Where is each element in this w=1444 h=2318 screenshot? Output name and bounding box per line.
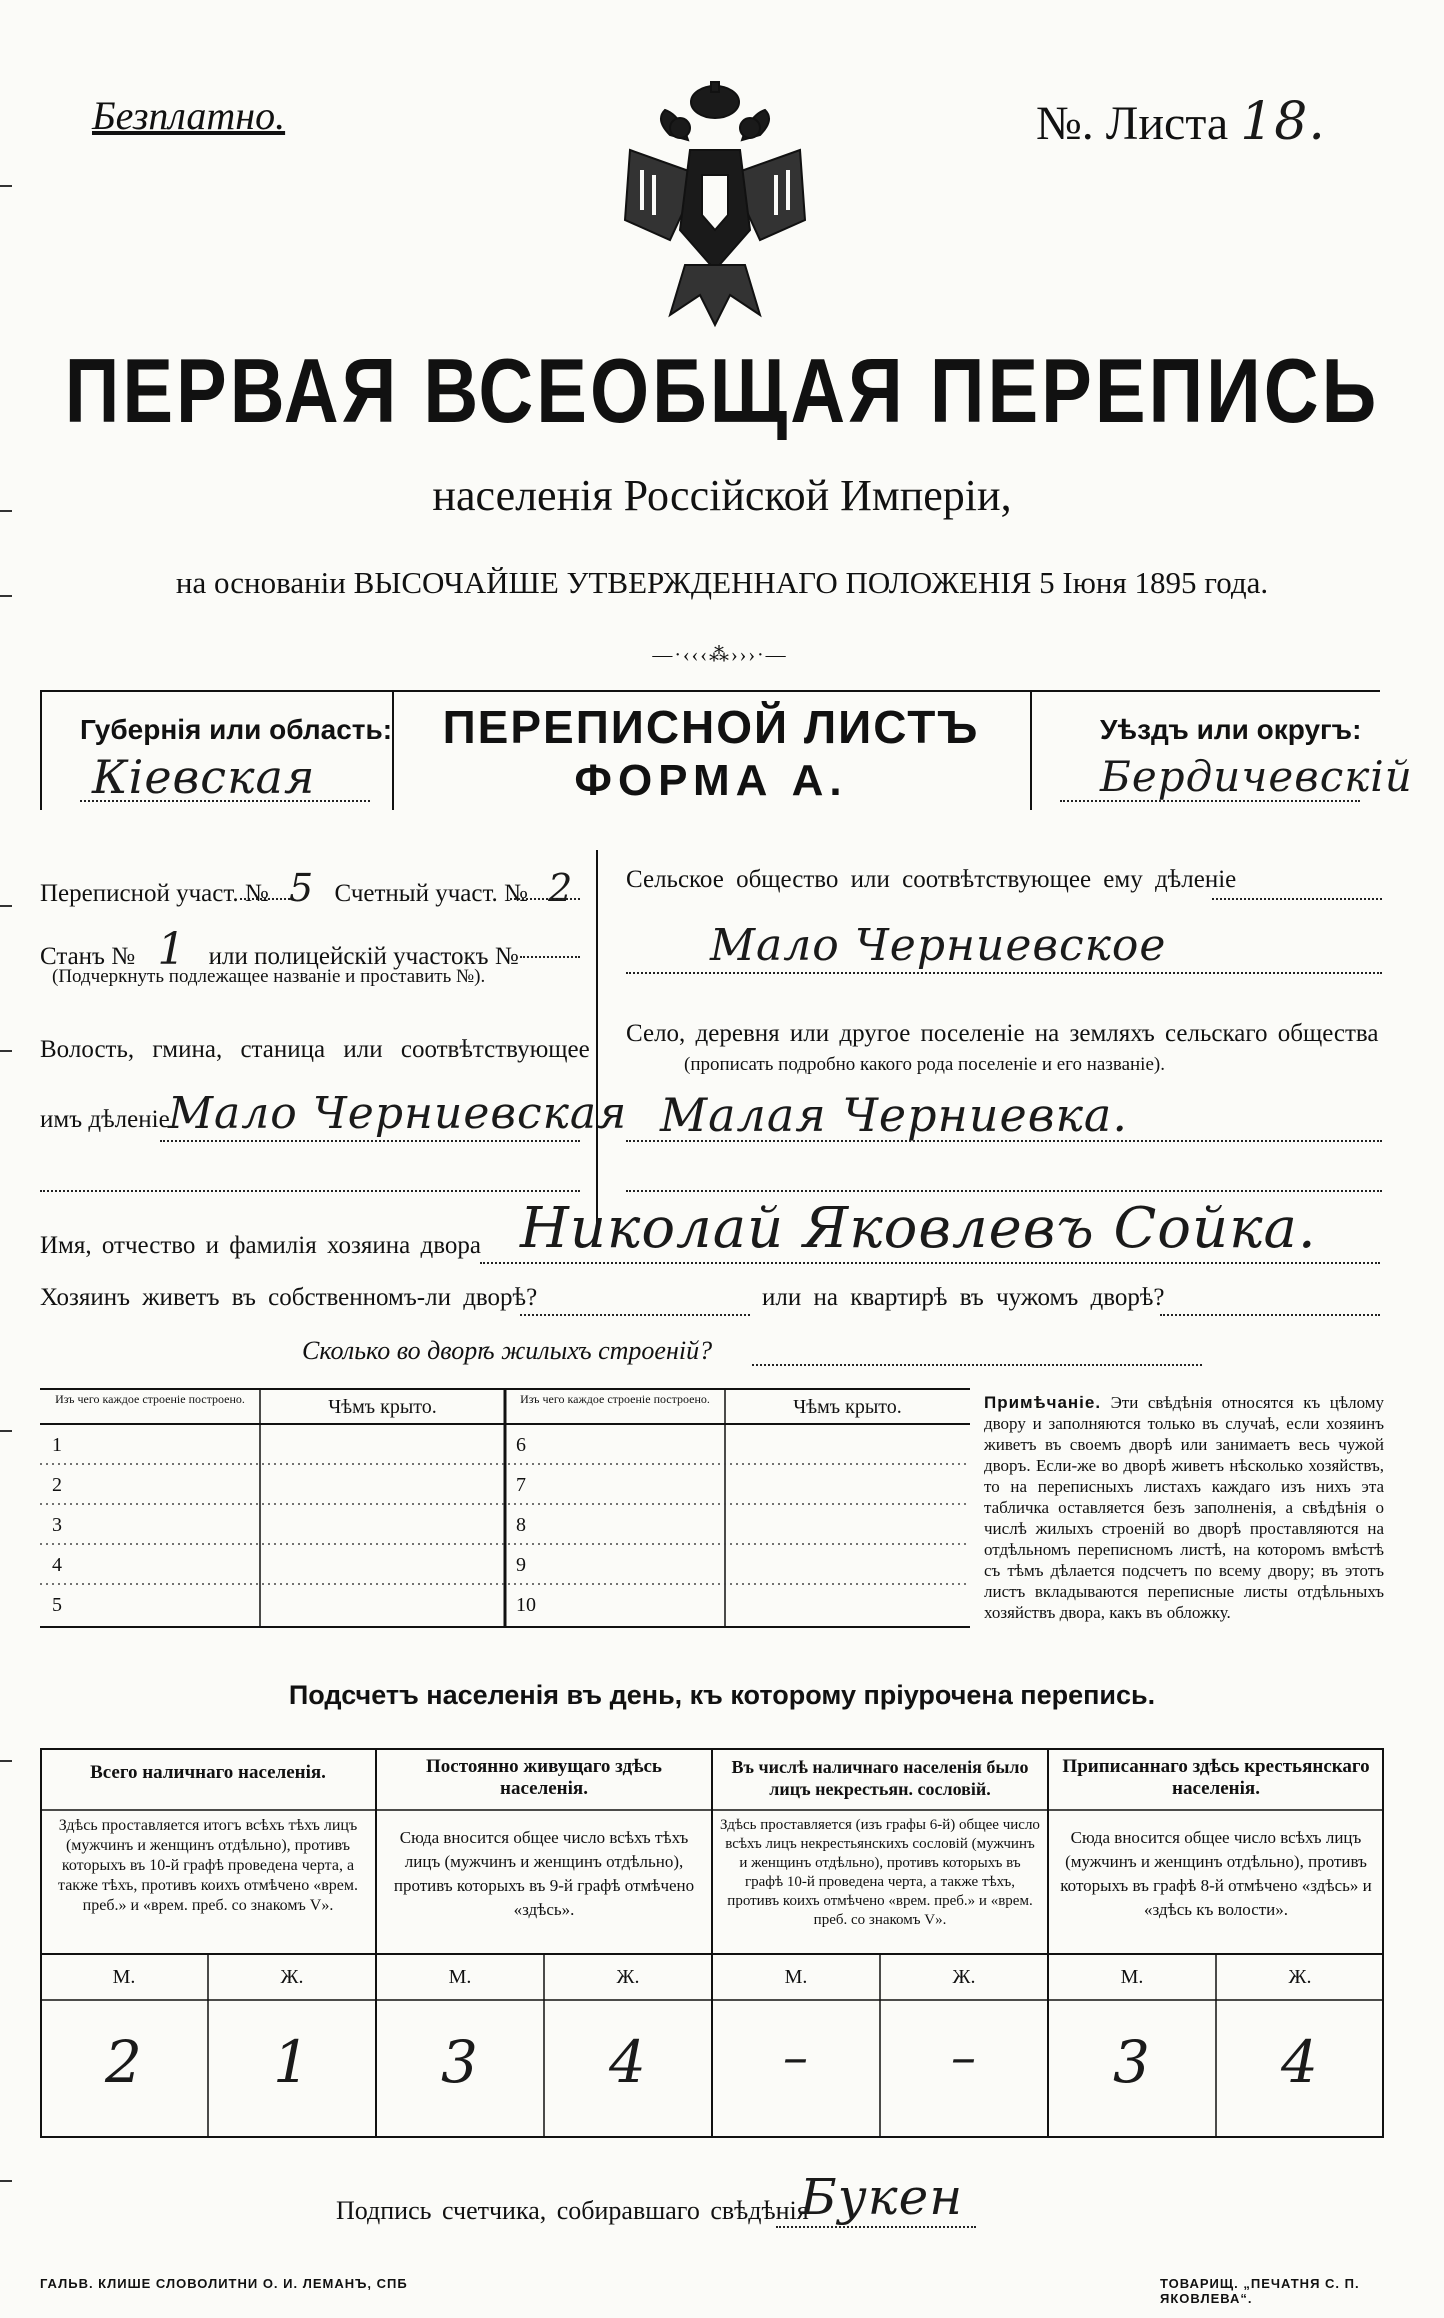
basis-line: на основаніи ВЫСОЧАЙШЕ УТВЕРЖДЕННАГО ПОЛОЖЕНІЯ 5 Іюня 1895 года.	[175, 565, 1269, 600]
m-label: М.	[784, 1966, 808, 1988]
sheet-number	[1036, 92, 1326, 152]
pop-desc-noncrest: Здѣсь проставляется (изъ графы 6-й) общее число всѣхъ лицъ некрестьянскихъ сословій (мужчинъ и женщинъ отдѣльно), противъ которыхъ въ графѣ 10-й проведена черта, а также тѣхъ, противъ коихъ отмѣчено «врем. преб.» и «врем. преб. со знакомъ V».	[720, 1817, 1040, 1928]
pop-header-permanent: Постоянно живущаго здѣсь населенія.	[426, 1756, 662, 1799]
stan-value: 1	[157, 924, 187, 975]
own-yard-label: Хозяинъ живетъ въ собственномъ-ли дворѣ?	[40, 1284, 538, 1311]
permanent-male-value: 3	[441, 2028, 479, 2096]
sheet-title: ПЕРЕПИСНОЙ ЛИСТЪ	[442, 701, 980, 753]
f-label: Ж.	[616, 1966, 640, 1988]
buildings-label: Сколько во дворѣ жилыхъ строеній?	[302, 1336, 713, 1365]
note-title: Примѣчаніе.	[984, 1393, 1102, 1412]
volost-label-2: имъ дѣленіе	[40, 1106, 170, 1133]
m-label: М.	[112, 1966, 136, 1988]
rented-label: или на квартирѣ въ чужомъ дворѣ?	[762, 1284, 1165, 1311]
row-number: 3	[52, 1514, 62, 1536]
row-number: 7	[516, 1474, 526, 1496]
society-value: Мало Черниевское	[710, 920, 1167, 971]
buildings-note	[984, 1392, 1384, 1623]
buildings-table	[40, 1388, 970, 1628]
stan-label: Станъ №	[40, 943, 136, 970]
material-header-left: Изъ чего каждое строеніе построено.	[55, 1392, 245, 1406]
row-number: 2	[52, 1474, 62, 1496]
f-label: Ж.	[952, 1966, 976, 1988]
material-header-right: Изъ чего каждое строеніе построено.	[520, 1392, 710, 1406]
noncrest-female-value: –	[951, 2028, 977, 2086]
population-title: Подсчетъ населенія въ день, къ которому пріурочена перепись.	[288, 1680, 1156, 1710]
owner-name-value: Николай Яковлевъ Сойка.	[520, 1196, 1317, 1261]
printer-right: ТОВАРИЩ. „ПЕЧАТНЯ С. П. ЯКОВЛЕВА“.	[1160, 2276, 1360, 2306]
police-label: или полицейскій участокъ №	[208, 943, 519, 970]
row-number: 10	[516, 1594, 536, 1616]
pop-desc-registered: Сюда вносится общее число всѣхъ лицъ (мужчинъ и женщинъ отдѣльно), противъ которыхъ въ графѣ 8-й отмѣчено «здѣсь» и «здѣсь къ волости».	[1060, 1828, 1372, 1919]
row-number: 5	[52, 1594, 62, 1616]
pop-header-total: Всего наличнаго населенія.	[90, 1762, 326, 1783]
note-text: Эти свѣдѣнія относятся къ цѣлому двору и заполняются только въ случаѣ, если хозяинъ живетъ въ своемъ дворѣ или занимаетъ весь чужой дворъ. Если-же во дворѣ живетъ нѣсколько хозяйствъ, то на переписныхъ листахъ каждаго изъ нихъ эта табличка оставляется безъ заполненія, а свѣдѣнія о числѣ жилыхъ строеній во дворѣ проставляются на отдѣльномъ переписномъ листѣ, на которомъ вмѣстѣ съ тѣмъ дѣлается подсчетъ по всему двору; въ этотъ листъ вкладываются переписные листы отдѣльныхъ хозяйствъ двора, какъ въ обложку.	[984, 1393, 1385, 1622]
volost-label: Волость, гмина, станица или соотвѣтствующее	[40, 1036, 590, 1063]
printer-left: ГАЛЬВ. КЛИШЕ СЛОВОЛИТНИ О. И. ЛЕМАНЪ, СПБ	[40, 2276, 408, 2291]
pop-header-registered: Приписаннаго здѣсь крестьянскаго населенія.	[1062, 1756, 1370, 1799]
f-label: Ж.	[1288, 1966, 1312, 1988]
permanent-female-value: 4	[609, 2028, 647, 2096]
signature-label: Подпись счетчика, собиравшаго свѣдѣнія	[336, 2196, 809, 2225]
owner-name-label: Имя, отчество и фамилія хозяина двора	[40, 1232, 481, 1259]
total-male-value: 2	[105, 2028, 143, 2096]
roof-header-right: Чѣмъ крыто.	[793, 1396, 902, 1418]
ornament-divider: —·‹‹‹⁂›››·—	[652, 644, 788, 666]
roof-header-left: Чѣмъ крыто.	[328, 1396, 437, 1418]
registered-male-value: 3	[1113, 2028, 1151, 2096]
registered-female-value: 4	[1281, 2028, 1319, 2096]
gubernia-value: Кіевская	[92, 750, 316, 804]
counter-signature: Букен	[800, 2168, 964, 2226]
uezd-label: Уѣздъ или округъ:	[1100, 714, 1362, 745]
m-label: М.	[448, 1966, 472, 1988]
census-area-label: Переписной участ. №	[40, 880, 269, 907]
society-label: Сельское общество или соотвѣтствующее ему дѣленіе	[626, 866, 1237, 893]
census-area-value: 5	[289, 866, 315, 910]
count-area-label: Счетный участ. №	[334, 880, 528, 907]
gubernia-label: Губернія или область:	[80, 714, 393, 745]
row-number: 1	[52, 1434, 62, 1456]
total-female-value: 1	[273, 2028, 311, 2096]
village-label: Село, деревня или другое поселеніе на земляхъ сельскаго общества	[626, 1020, 1379, 1047]
underline-note: (Подчеркнуть подлежащее названіе и проставить №).	[52, 966, 486, 987]
f-label: Ж.	[280, 1966, 304, 1988]
free-label: Безплатно.	[92, 93, 286, 138]
sheet-number-label: №. Листа	[1036, 97, 1229, 150]
noncrest-male-value: –	[783, 2028, 809, 2086]
census-area-field	[40, 866, 587, 910]
pop-desc-total: Здѣсь проставляется итогъ всѣхъ тѣхъ лицъ (мужчинъ и женщинъ отдѣльно), противъ которыхъ въ 10-й графѣ проведена черта, а также тѣхъ, противъ коихъ отмѣчено «врем. преб.» и «врем. преб. со знакомъ V».	[58, 1817, 358, 1914]
m-label: М.	[1120, 1966, 1144, 1988]
row-number: 6	[516, 1434, 526, 1456]
population-table	[40, 1748, 1384, 2138]
pop-header-noncrest: Въ числѣ наличнаго населенія было лицъ некрестьян. сословій.	[731, 1757, 1029, 1799]
village-note: (прописать подробно какого рода поселеніе и его названіе).	[684, 1054, 1165, 1075]
volost-value: Мало Черниевская	[168, 1088, 628, 1139]
count-area-value: 2	[548, 866, 574, 910]
row-number: 9	[516, 1554, 526, 1576]
row-number: 4	[52, 1554, 62, 1576]
sheet-number-value: 18.	[1240, 92, 1326, 152]
subtitle: населенія Россійской Имперіи,	[432, 471, 1012, 520]
village-value: Малая Черниевка.	[660, 1088, 1128, 1142]
form-label: ФОРМА А.	[574, 756, 848, 805]
row-number: 8	[516, 1514, 526, 1536]
pop-desc-permanent: Сюда вносится общее число всѣхъ тѣхъ лицъ (мужчинъ и женщинъ отдѣльно), противъ которыхъ въ 9-й графѣ отмѣчено «здѣсь».	[393, 1828, 695, 1919]
main-title: ПЕРВАЯ ВСЕОБЩАЯ ПЕРЕПИСЬ	[64, 340, 1380, 443]
uezd-value: Бердичевскій	[1100, 752, 1413, 801]
coat-of-arms-emblem	[610, 80, 820, 330]
